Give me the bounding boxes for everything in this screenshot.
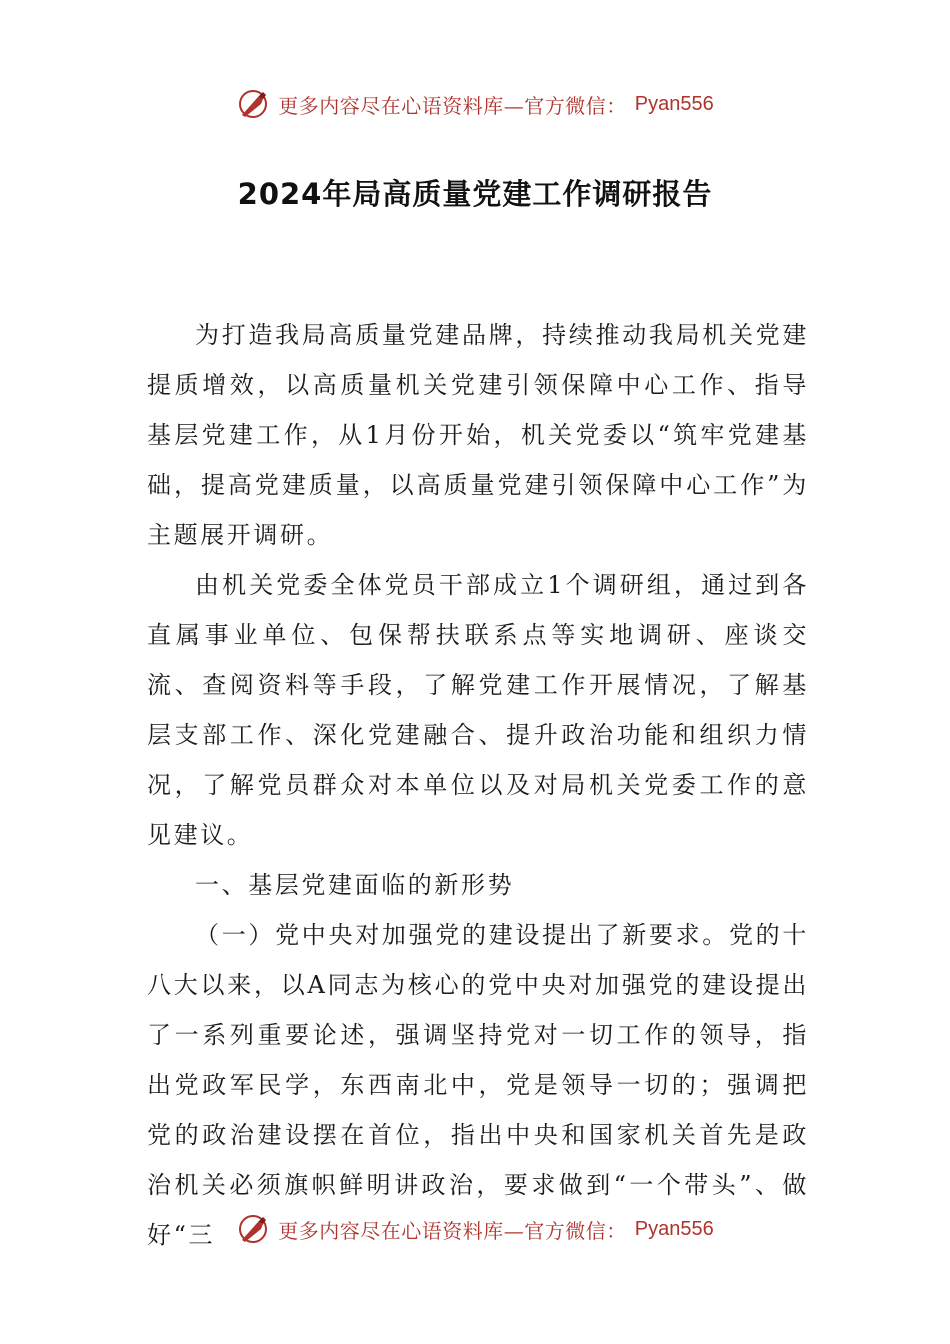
watermark-wechat-id: Pyan556 [634, 92, 714, 115]
paragraph: 由机关党委全体党员干部成立1个调研组，通过到各直属事业单位、包保帮扶联系点等实地调研、座谈交流、查阅资料等手段，了解党建工作开展情况，了解基层支部工作、深化党建融合、提升政治功能和组织力情况，了解党员群众对本单位以及对局机关党委工作的意见建议。 [147, 571, 809, 849]
paragraph: （一）党中央对加强党的建设提出了新要求。党的十八大以来，以A同志为核心的党中央对加强党的建设提出了一系列重要论述，强调坚持党对一切工作的领导，指出党政军民学，东西南北中，党是领导一切的；强调把党的政治建设摆在首位，指出中央和国家机关首先是政治机关必须旗帜鲜明讲政治，要求做到“一个带头”、做好“三 [147, 921, 809, 1249]
section-heading: 一、基层党建面临的新形势 [195, 871, 515, 899]
footer-watermark [0, 1209, 950, 1249]
pen-nib-logo-icon [236, 1212, 270, 1246]
watermark-text: 更多内容尽在心语资料库—官方微信： [278, 93, 627, 118]
header-watermark [0, 84, 950, 124]
document-body [147, 310, 809, 1260]
pen-nib-logo-icon [236, 87, 270, 121]
watermark-wechat-id: Pyan556 [634, 1217, 714, 1240]
watermark-text: 更多内容尽在心语资料库—官方微信： [278, 1218, 627, 1243]
document-title: 2024年局高质量党建工作调研报告 [237, 177, 713, 211]
paragraph: 为打造我局高质量党建品牌，持续推动我局机关党建提质增效，以高质量机关党建引领保障中心工作、指导基层党建工作，从1月份开始，机关党委以“筑牢党建基础，提高党建质量，以高质量党建引领保障中心工作”为主题展开调研。 [147, 321, 809, 549]
